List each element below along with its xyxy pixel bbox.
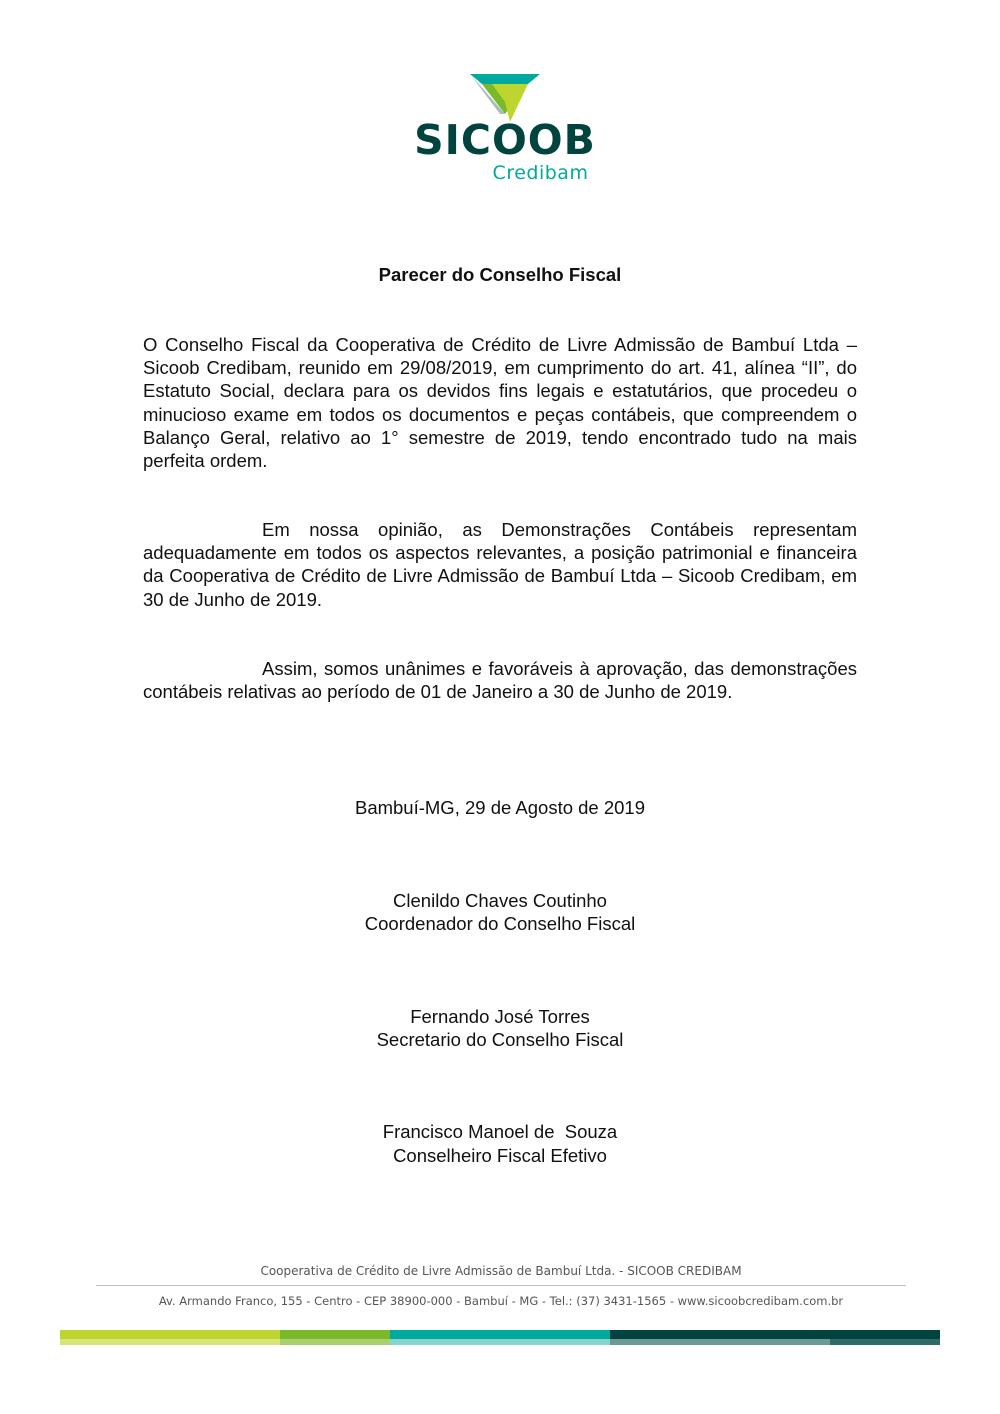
- document-title: Parecer do Conselho Fiscal: [378, 264, 622, 285]
- footer-color-bar: [60, 1330, 940, 1345]
- footer-divider: [96, 1285, 906, 1286]
- color-bar-segment: [390, 1330, 500, 1345]
- signatory-role: Conselheiro Fiscal Efetivo: [393, 1145, 607, 1166]
- sicoob-logo: [400, 68, 610, 188]
- color-bar-segment: [610, 1330, 720, 1345]
- place-date: Bambuí-MG, 29 de Agosto de 2019: [354, 797, 646, 818]
- logo-subtitle: Credibam: [492, 162, 589, 184]
- sicoob-logo-mark-icon: [470, 74, 540, 122]
- signatory-name: Clenildo Chaves Coutinho: [393, 890, 607, 911]
- paragraph-1: O Conselho Fiscal da Cooperativa de Crédito de Livre Admissão de Bambuí Ltda – Sicoob Credibam, reunido em 29/08/2019, em cumprimento do art. 41, alínea “II”, do Estatuto Social, declara para os devidos fins legais e estatutários, que procedeu o minucioso exame em todos os documentos e peças contábeis, que compreendem o Balanço Geral, relativo ao 1° semestre de 2019, tendo encontrado tudo na mais perfeita ordem.: [143, 334, 857, 472]
- signatory-role: Coordenador do Conselho Fiscal: [364, 913, 636, 934]
- color-bar-segment: [60, 1330, 170, 1345]
- logo-wordmark: SICOOB: [414, 116, 596, 164]
- color-bar-segment: [280, 1330, 390, 1345]
- signatory-role: Secretario do Conselho Fiscal: [376, 1029, 624, 1050]
- signatory-name: Francisco Manoel de Souza: [382, 1121, 618, 1142]
- color-bar-segment: [830, 1330, 940, 1345]
- signatory-name: Fernando José Torres: [410, 1006, 590, 1027]
- paragraph-3: Assim, somos unânimes e favoráveis à aprovação, das demonstrações contábeis relativas ao período de 01 de Janeiro a 30 de Junho de 2019.: [143, 658, 857, 703]
- color-bar-segment: [170, 1330, 280, 1345]
- footer-address: Av. Armando Franco, 155 - Centro - CEP 38900-000 - Bambuí - MG - Tel.: (37) 3431-1565 - www.sicoobcredibam.com.br: [158, 1294, 844, 1308]
- footer-company: Cooperativa de Crédito de Livre Admissão de Bambuí Ltda. - SICOOB CREDIBAM: [260, 1264, 742, 1278]
- color-bar-segment: [500, 1330, 610, 1345]
- color-bar-segment: [720, 1330, 830, 1345]
- paragraph-2: Em nossa opinião, as Demonstrações Contábeis representam adequadamente em todos os aspectos relevantes, a posição patrimonial e financeira da Cooperativa de Crédito de Livre Admissão de Bambuí Ltda – Sicoob Credibam, em 30 de Junho de 2019.: [143, 519, 857, 610]
